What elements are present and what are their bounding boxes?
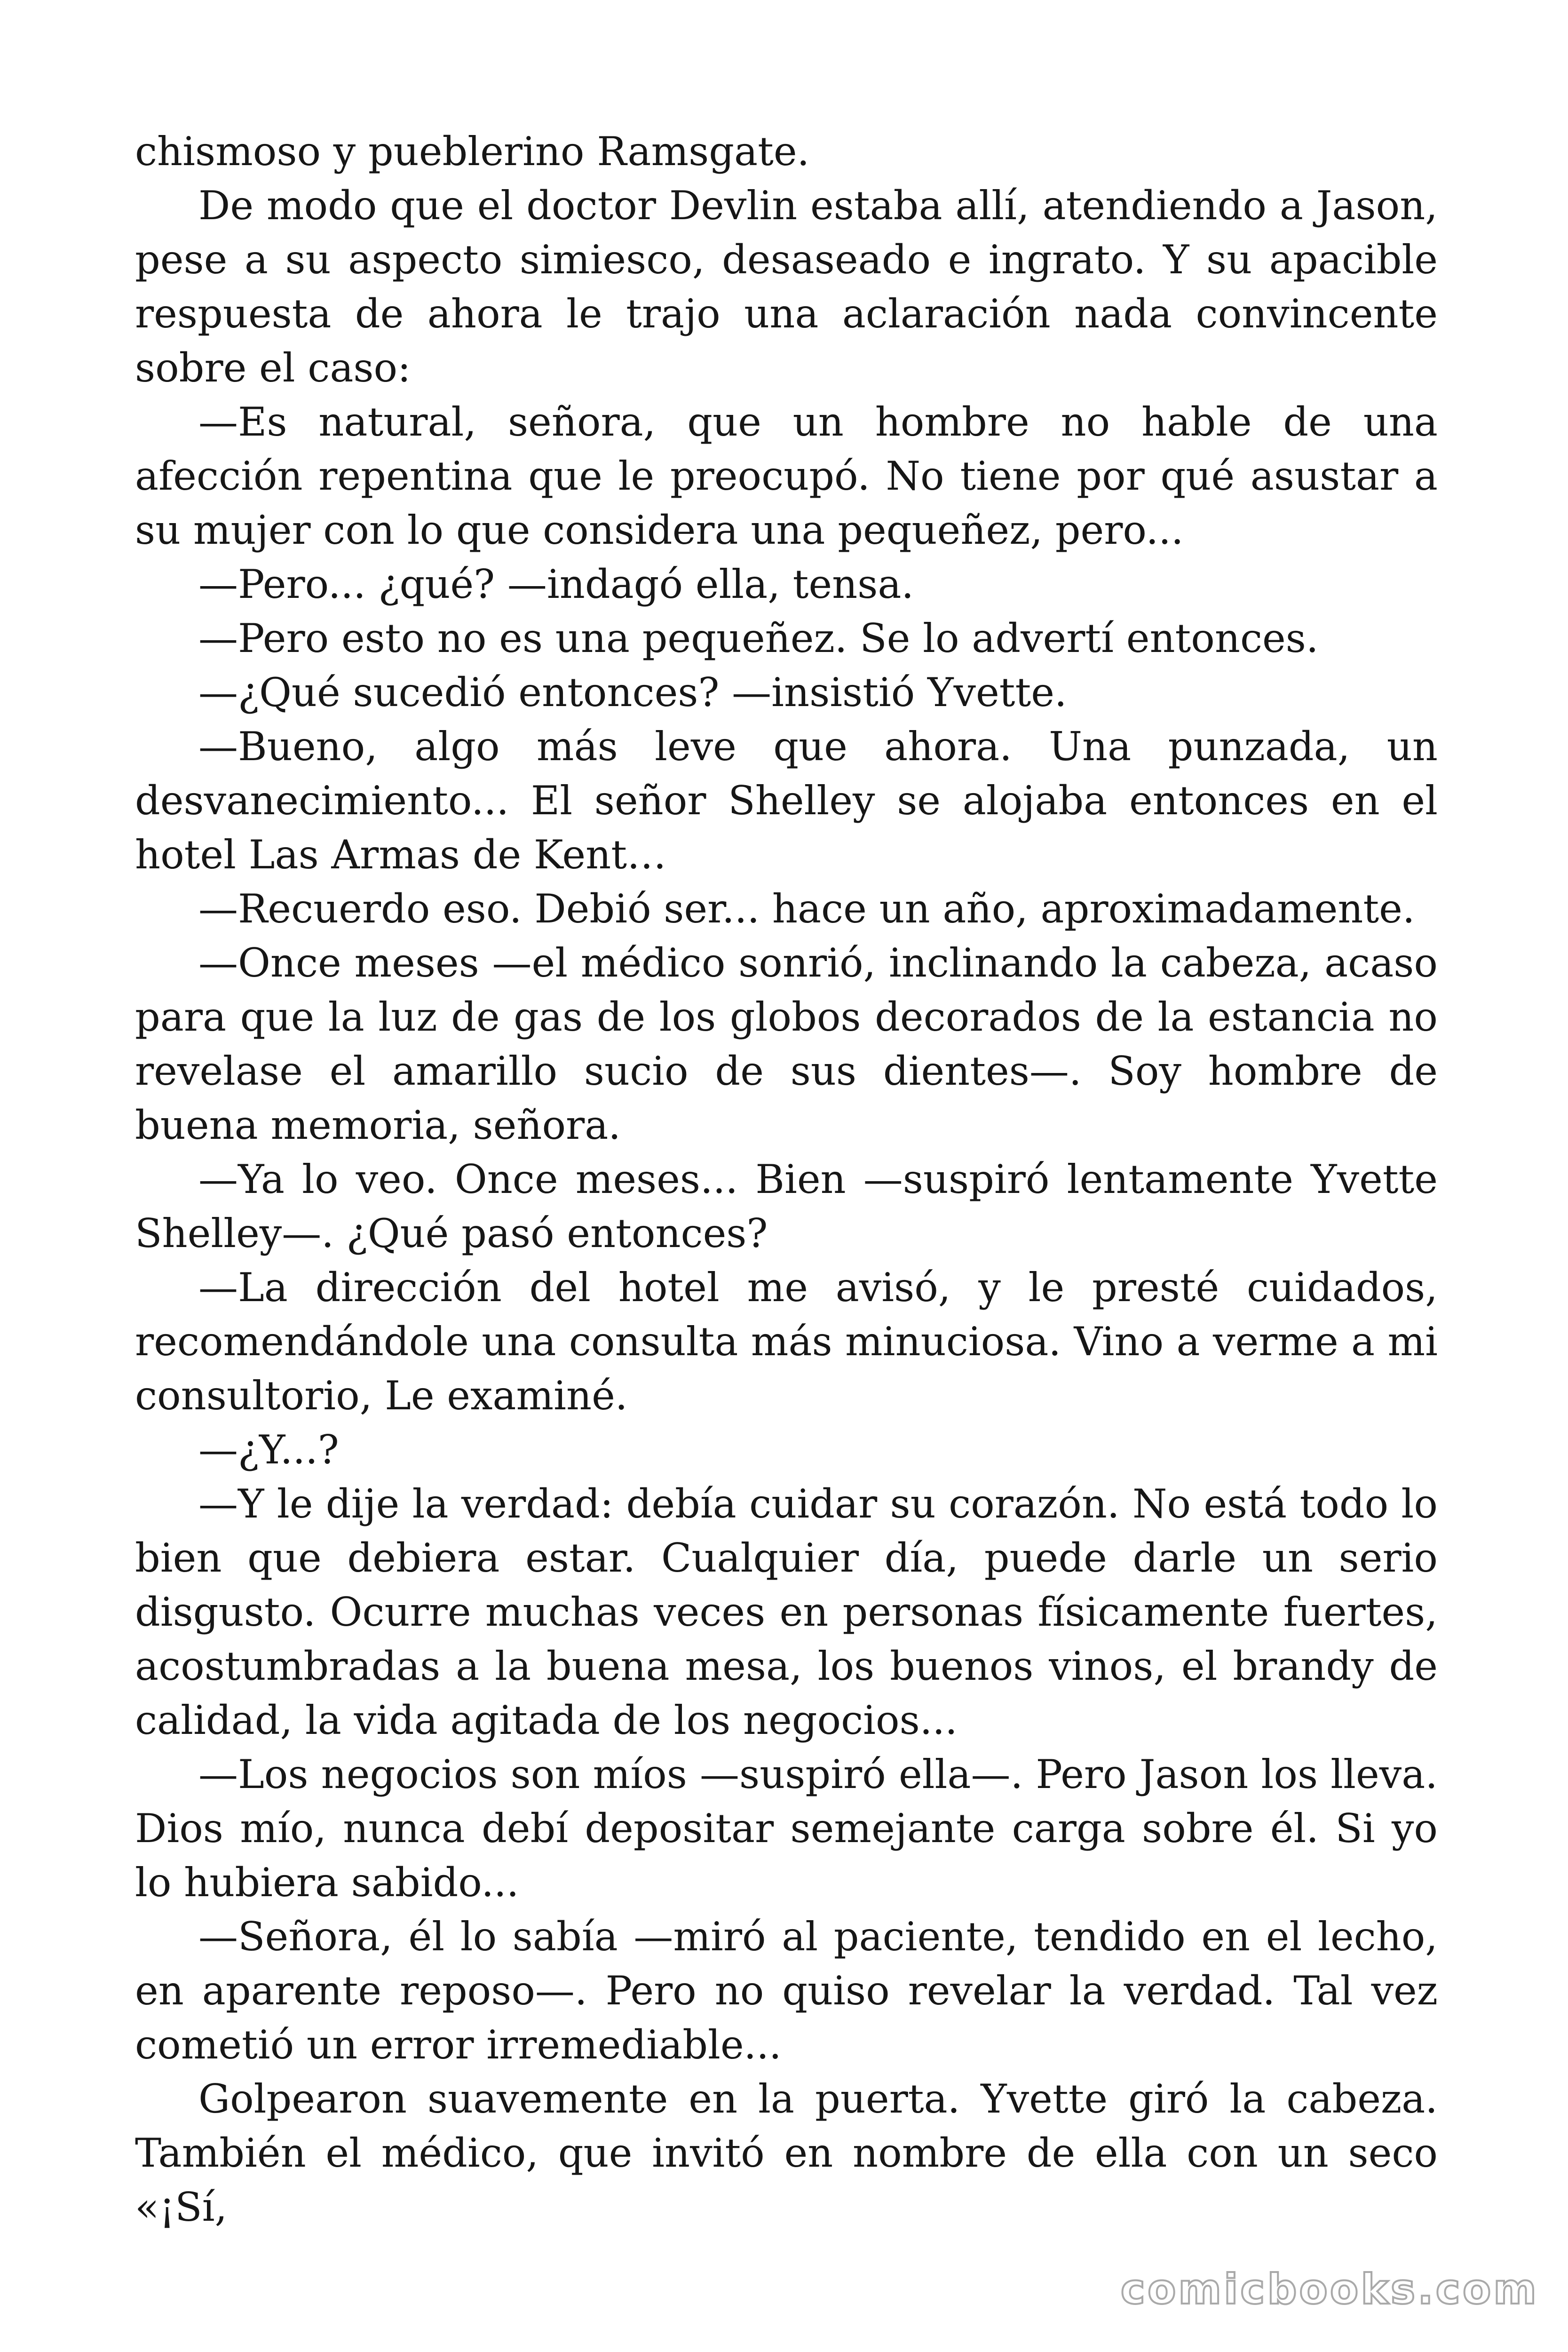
paragraph-8: —Recuerdo eso. Debió ser... hace un año, aproximadamente. xyxy=(198,886,1415,932)
paragraph-7: —Bueno, algo más leve que ahora. Una punzada, un desvanecimiento... El señor Shelley se alojaba entonces en el hotel Las Armas de Kent… xyxy=(135,723,1438,878)
paragraph-10: —Ya lo veo. Once meses... Bien —suspiró lentamente Yvette Shelley—. ¿Qué pasó entonces? xyxy=(135,1156,1438,1256)
paragraph-13: —Y le dije la verdad: debía cuidar su corazón. No está todo lo bien que debiera estar. Cualquier día, puede darle un serio disgusto. Ocurre muchas veces en personas físicamente fuertes, acostumbradas a la buena mesa, los buenos vinos, el brandy de calidad, la vida agitada de los negocios... xyxy=(135,1481,1438,1743)
paragraph-11: —La dirección del hotel me avisó, y le presté cuidados, recomendándole una consulta más minuciosa. Vino a verme a mi consultorio, Le examiné. xyxy=(135,1264,1438,1419)
paragraph-6: —¿Qué sucedió entonces? —insistió Yvette. xyxy=(198,669,1067,715)
paragraph-4: —Pero... ¿qué? —indagó ella, tensa. xyxy=(198,561,914,607)
paragraph-16: Golpearon suavemente en la puerta. Yvette giró la cabeza. También el médico, que invitó en nombre de ella con un seco «¡Sí, xyxy=(135,2076,1438,2230)
paragraph-2: De modo que el doctor Devlin estaba allí, atendiendo a Jason, pese a su aspecto simiesco, desaseado e ingrato. Y su apacible respuesta de ahora le trajo una aclaración nada convincente sobre el caso: xyxy=(135,183,1438,391)
watermark: comicbooks.com xyxy=(1120,2265,1539,2313)
paragraph-15: —Señora, él lo sabía —miró al paciente, tendido en el lecho, en aparente reposo—. Pero no quiso revelar la verdad. Tal vez cometió un error irremediable... xyxy=(135,1914,1438,2068)
paragraph-14: —Los negocios son míos —suspiró ella—. Pero Jason los lleva. Dios mío, nunca debí depositar semejante carga sobre él. Si yo lo hubiera sabido... xyxy=(135,1751,1438,1906)
paragraph-1: chismoso y pueblerino Ramsgate. xyxy=(135,128,810,175)
paragraph-9: —Once meses —el médico sonrió, inclinando la cabeza, acaso para que la luz de gas de los globos decorados de la estancia no revelase el amarillo sucio de sus dientes—. Soy hombre de buena memoria, señora. xyxy=(135,940,1438,1148)
page-body xyxy=(135,125,1438,2234)
paragraph-3: —Es natural, señora, que un hombre no hable de una afección repentina que le preocupó. No tiene por qué asustar a su mujer con lo que considera una pequeñez, pero... xyxy=(135,399,1438,553)
paragraph-12: —¿Y...? xyxy=(198,1427,339,1473)
paragraph-5: —Pero esto no es una pequeñez. Se lo advertí entonces. xyxy=(198,615,1319,661)
